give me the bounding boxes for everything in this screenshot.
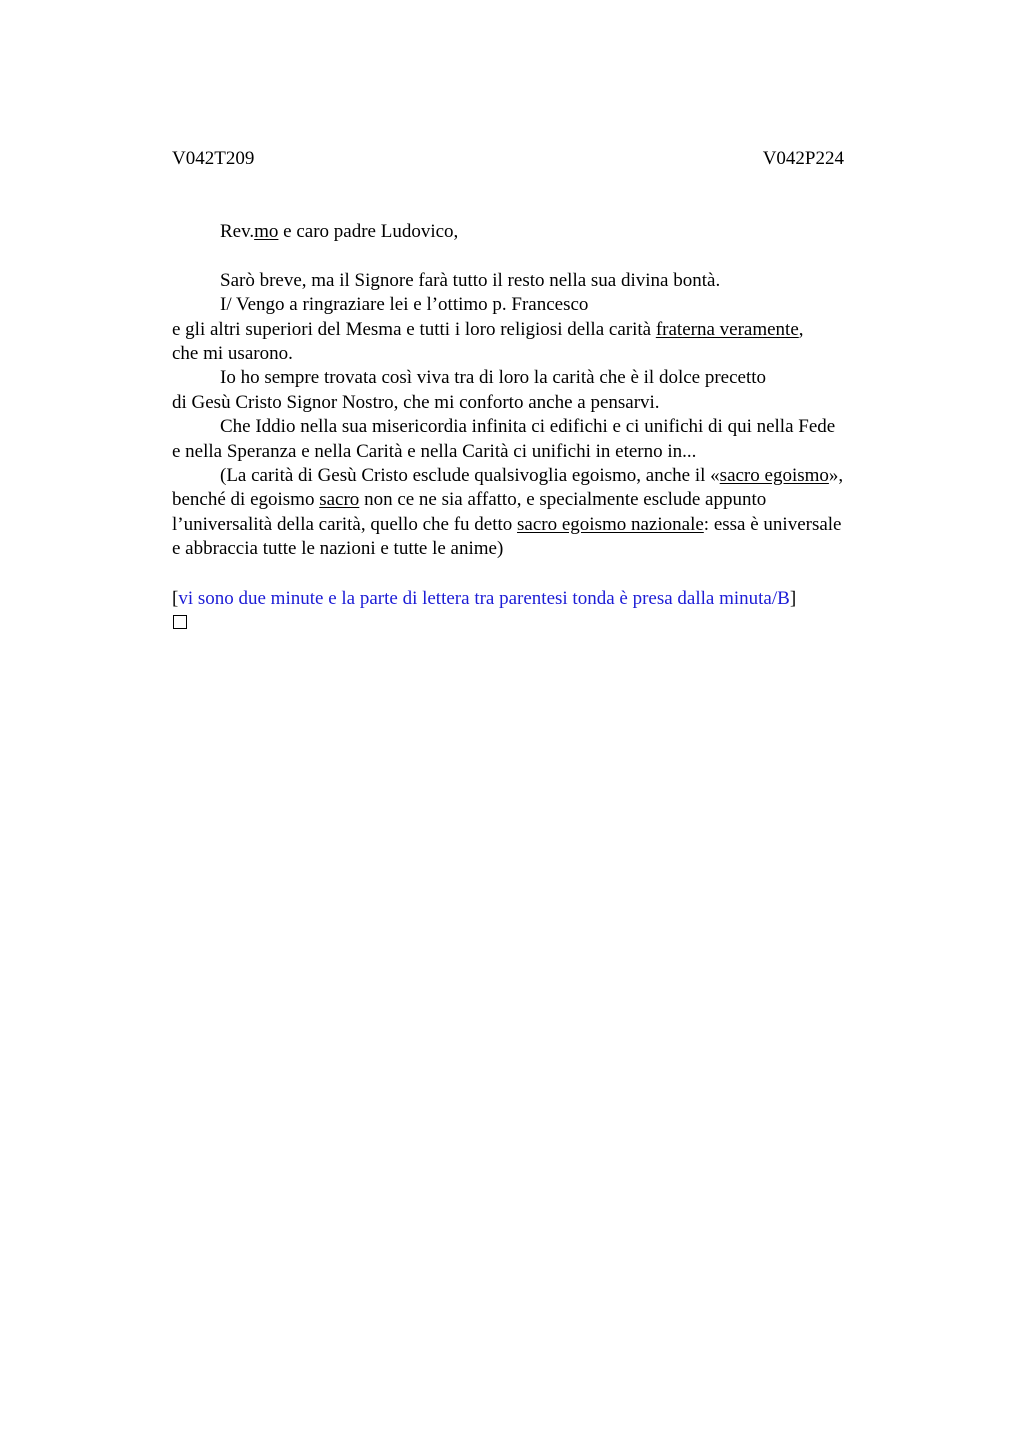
salutation-underlined: mo [254,221,279,242]
editorial-note [172,586,796,612]
letter-body [172,220,912,561]
paragraph-5-line-3: l’universalità della carità, quello che fu detto sacro egoismo nazionale: essa è universale [172,513,842,535]
paragraph-1: Sarò breve, ma il Signore farà tutto il resto nella sua divina bontà. [220,269,721,291]
paragraph-4-line-1: Che Iddio nella sua misericordia infinita ci edifichi e ci unifichi di qui nella Fede [220,416,836,438]
note-open-bracket: [ [172,588,179,609]
paragraph-5-line-4: e abbraccia tutte le nazioni e tutte le anime) [172,538,504,560]
paragraph-3-line-2: di Gesù Cristo Signor Nostro, che mi conforto anche a pensarvi. [172,391,660,413]
salutation: Rev.mo e caro padre Ludovico, [220,221,459,242]
blank-line [172,244,912,268]
paragraph-5-line-2: benché di egoismo sacro non ce ne sia affatto, e specialmente esclude appunto [172,489,767,511]
left-document-code: V042T209 [172,148,255,169]
note-close-bracket: ] [789,588,797,609]
paragraph-2-line-1: I/ Vengo a ringraziare lei e l’ottimo p. Francesco [220,294,589,316]
paragraph-2-line-3: che mi usarono. [172,342,293,364]
note-text: vi sono due minute e la parte di lettera tra parentesi tonda è presa dalla minuta/B [178,588,790,609]
paragraph-3-line-1: Io ho sempre trovata così viva tra di loro la carità che è il dolce precetto [220,367,767,389]
paragraph-5-line-1: (La carità di Gesù Cristo esclude qualsivoglia egoismo, anche il «sacro egoismo», [220,464,844,486]
right-document-code: V042P224 [762,148,844,169]
paragraph-4-line-2: e nella Speranza e nella Carità e nella Carità ci unifichi in eterno in... [172,440,697,462]
header-codes [172,146,844,172]
empty-square-icon [173,615,187,629]
paragraph-2-line-2: e gli altri superiori del Mesma e tutti i loro religiosi della carità fraterna veramente, [172,318,804,340]
